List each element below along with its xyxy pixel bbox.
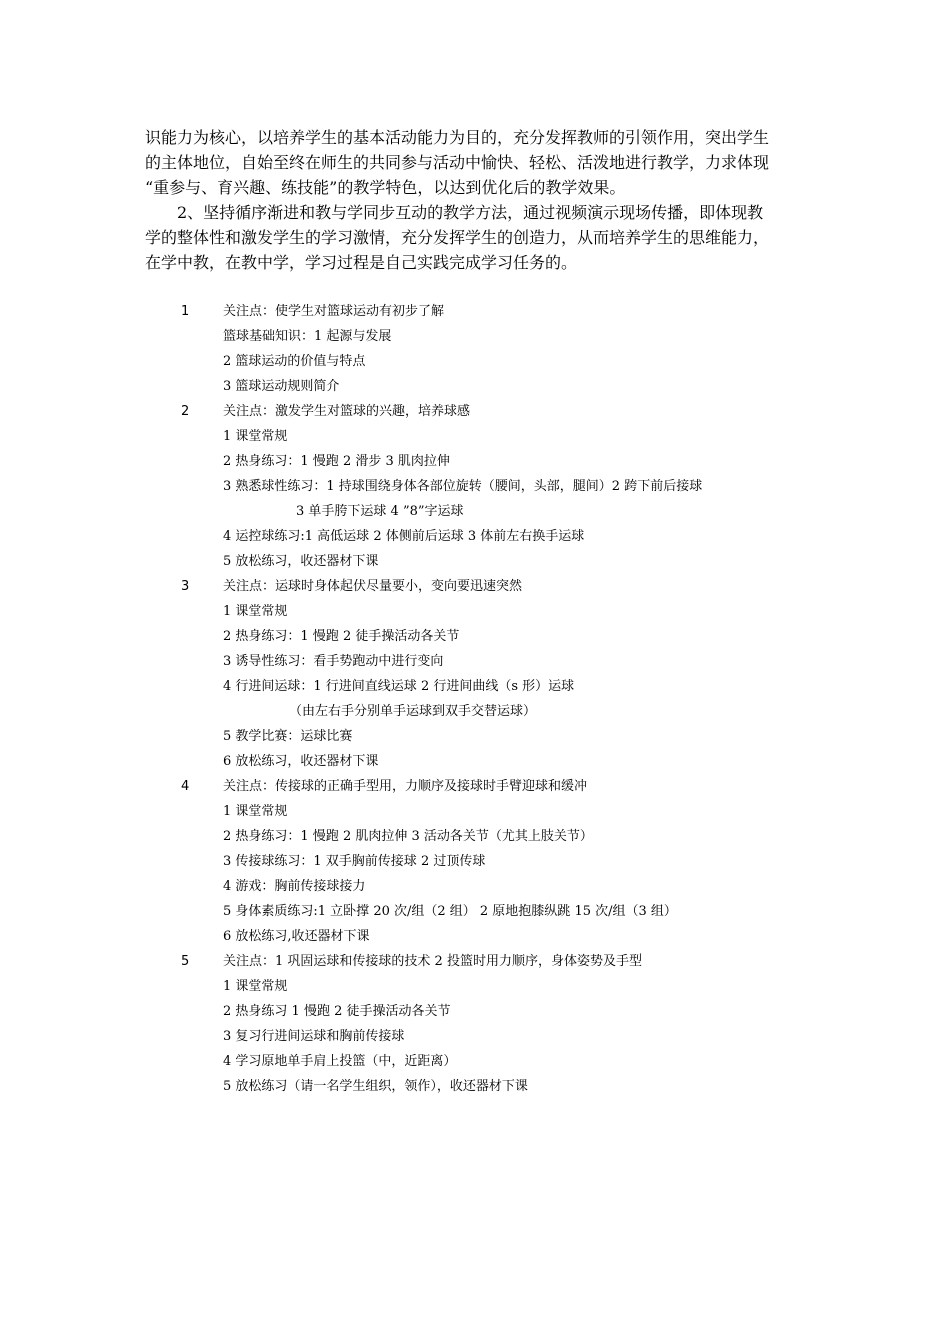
lesson-line: 2 篮球运动的价值与特点 [223,354,366,369]
lesson-line: 1 课堂常规 [223,429,288,444]
intro-paragraph-1-line-2: 的主体地位，自始至终在师生的共同参与活动中愉快、轻松、活泼地进行教学，力求体现 [145,153,770,172]
lesson-line: 6 放松练习，收还器材下课 [223,754,379,769]
lesson-focus: 关注点：运球时身体起伏尽量要小，变向要迅速突然 [223,579,523,594]
lesson-item [0,574,950,774]
lesson-line: 3 熟悉球性练习：1 持球围绕身体各部位旋转（腰间，头部，腿间）2 跨下前后接球 [223,479,703,494]
lesson-line: 1 课堂常规 [223,604,288,619]
lesson-line: 5 放松练习（请一名学生组织，领作），收还器材下课 [223,1079,528,1094]
lesson-number: 3 [181,579,190,594]
lesson-focus: 关注点：使学生对篮球运动有初步了解 [223,304,445,319]
lesson-line: 4 游戏：胸前传接球接力 [223,879,366,894]
lesson-line: 3 复习行进间运球和胸前传接球 [223,1029,405,1044]
lesson-content [223,574,950,774]
intro-paragraph-1-line-1: 识能力为核心，以培养学生的基本活动能力为目的，充分发挥教师的引领作用，突出学生 [145,128,770,147]
lesson-focus: 关注点：激发学生对篮球的兴趣，培养球感 [223,404,471,419]
intro-paragraph-2-line-1: 2、坚持循序渐进和教与学同步互动的教学方法，通过视频演示现场传播，即体现教 [177,203,764,222]
lesson-number: 1 [181,304,190,319]
lesson-line-continuation: （由左右手分别单手运球到双手交替运球） [289,704,537,719]
lesson-number: 5 [181,954,190,969]
lesson-item [0,774,950,949]
lesson-line: 2 热身练习：1 慢跑 2 肌肉拉伸 3 活动各关节（尤其上肢关节） [223,829,593,844]
lesson-plan-list [0,299,950,1099]
lesson-item [0,949,950,1099]
intro-paragraph-2-line-2: 学的整体性和激发学生的学习激情，充分发挥学生的创造力，从而培养学生的思维能力， [145,228,770,247]
lesson-content [223,399,950,574]
lesson-content [223,774,950,949]
lesson-line: 1 课堂常规 [223,979,288,994]
lesson-line: 3 篮球运动规则简介 [223,379,340,394]
lesson-line: 5 教学比赛：运球比赛 [223,729,353,744]
lesson-number: 2 [181,404,190,419]
lesson-number: 4 [181,779,190,794]
intro-paragraph-2-line-3: 在学中教，在教中学，学习过程是自己实践完成学习任务的。 [145,253,578,272]
lesson-line: 4 运控球练习:1 高低运球 2 体侧前后运球 3 体前左右换手运球 [223,529,585,544]
lesson-item [0,299,950,399]
lesson-content [223,299,950,399]
lesson-line: 2 热身练习 1 慢跑 2 徒手操活动各关节 [223,1004,451,1019]
lesson-line: 2 热身练习：1 慢跑 2 徒手操活动各关节 [223,629,460,644]
lesson-line: 2 热身练习：1 慢跑 2 滑步 3 肌肉拉伸 [223,454,450,469]
lesson-focus: 关注点：1 巩固运球和传接球的技术 2 投篮时用力顺序，身体姿势及手型 [223,954,642,969]
lesson-focus: 关注点：传接球的正确手型用，力顺序及接球时手臂迎球和缓冲 [223,779,588,794]
lesson-line-continuation: 3 单手胯下运球 4 ”8”字运球 [296,504,464,519]
lesson-line: 5 放松练习，收还器材下课 [223,554,379,569]
intro-section [145,125,815,275]
lesson-line: 3 传接球练习：1 双手胸前传接球 2 过顶传球 [223,854,486,869]
lesson-line: 6 放松练习,收还器材下课 [223,929,370,944]
lesson-line: 4 学习原地单手肩上投篮（中，近距离） [223,1054,457,1069]
lesson-line: 3 诱导性练习：看手势跑动中进行变向 [223,654,444,669]
lesson-item [0,399,950,574]
lesson-line: 4 行进间运球：1 行进间直线运球 2 行进间曲线（s 形）运球 [223,679,575,694]
intro-paragraph-1-line-3: “重参与、育兴趣、练技能”的教学特色，以达到优化后的教学效果。 [145,178,626,197]
lesson-line: 篮球基础知识：1 起源与发展 [223,329,392,344]
lesson-line: 1 课堂常规 [223,804,288,819]
lesson-content [223,949,950,1099]
lesson-line: 5 身体素质练习:1 立卧撑 20 次/组（2 组） 2 原地抱膝纵跳 15 次/组（3 组） [223,904,677,919]
